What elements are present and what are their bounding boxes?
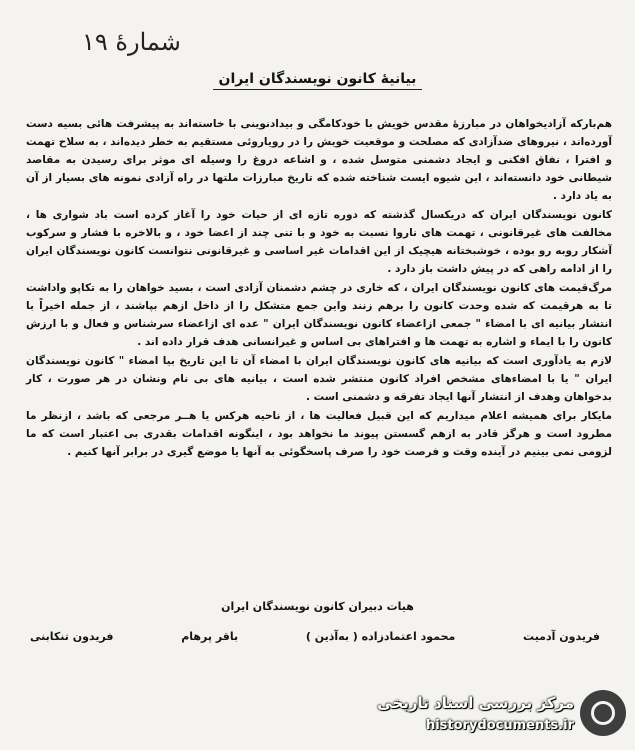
watermark-text-fa: مرکز بررسی اسناد تاریخی <box>377 694 574 712</box>
signers-block <box>30 630 600 657</box>
signatory-heading: هیات دبیران کانون نویسندگان ایران <box>221 600 414 613</box>
document-title <box>0 71 635 87</box>
watermark <box>350 686 630 746</box>
watermark-logo-icon <box>580 690 626 736</box>
watermark-text-en: historydocuments.ir <box>425 718 574 733</box>
paragraph-1: هم‌بارکه آزادیخواهان در مبارزهٔ مقدس خویش با خودکامگی و بیدادنوینی با خاسته‌اند به پیشرفت هائی بسیه دست آورده‌اند ، نیروهای ضدآزادی که مصلحت و موقعیت خویش را در رویاروئی مستقیم به خطر دیده‌اند ، به سلاح تهمت و افترا ، نفاق افکنی و ایجاد دشمنی متوسل شده ، و اشاعه دروغ را وسیله ای موثر برای رسیدن به مقاصد شیطانی خود دانسته‌اند ، این شیوه ایست شناخته شده که تاریخ مبارزات ملتها در راه آزادی نمونه های بسیار از آن به یاد دارد . <box>26 118 612 202</box>
paragraph-2: کانون نویسندگان ایران که دریکسال گذشته که دوره تازه ای از حیات خود را آغاز کرده است باد شواری ها ، مخالفت های غیرقانونی ، تهمت های ناروا نسبت به خود و با تنی چند از اعضا خود ، و بالاخره با فشار و سرکوب آشکار روبه رو بوده ، خوشبختانه هیچیک از این اقدامات غیر اساسی و غیرقانونی نتوانست کانون نویسندگان ایران را از ادامه راهی که در پیش داشت باز دارد . <box>26 209 612 275</box>
paragraph-4: لازم به یادآوری است که بیانیه های کانون نویسندگان ایران با امضاء آن تا این تاریخ بیا امضاء " کانون نویسندگان ایران " یا با امضاءهای مشخص افراد کانون منتشر شده است ، بیانیه های بی نام ونشان در هر صورت ، کار بدخواهان وهدف از انتشار آنها ایجاد تفرقه و دشمنی است . <box>26 355 612 403</box>
signers-row <box>30 630 600 643</box>
document-body <box>26 115 612 462</box>
paragraph-5: مایکار برای همیشه اعلام میداریم که این قبیل فعالیت ها ، از ناحیه هرکس یا هــر مرجعی که باشد ، ازنظر ما مطرود است و هرگز قادر به ازهم گسستن پیوند ما نخواهد بود ، اینگونه اقدامات بقدری بی اعتبار است که ما لزومی نمی بینیم در آینده وقت و فرصت خود را صرف پاسخگوئی به آنها یا موضع گیری در برابر آنها کنیم . <box>26 410 612 458</box>
signer-name: محمود اعتمادزاده ( به‌آذین ) <box>305 630 456 643</box>
signer-name: فریدون تنکابنی <box>30 630 114 643</box>
signer-name: باقر پرهام <box>181 630 239 643</box>
watermark-logo-ring <box>591 701 615 725</box>
paragraph-3: مرگ‌قیمت های کانون نویسندگان ایران ، که خاری در چشم دشمنان آزادی است ، بسید خواهان را به تکاپو واداشت تا به هرقیمت که شده وحدت کانون را برهم زنند واین جمع متشکل را از داخل ازهم بپاشند ، از جمله اخیراً با انتشار بیانیه ای با امضاء " جمعی ازاعضاء کانون نویسندگان ایران " عده ای ازاعضاء سرشناس و فعال و با ارزش کانون را با ایماء و اشاره به تهمت ها و افتراهای بی اساس و غیرانسانی هدف قرار داده اند . <box>26 282 612 348</box>
issue-number: شمارهٔ ۱۹ <box>82 28 181 56</box>
signer-name: فریدون آدمیت <box>523 630 600 643</box>
document-title-text: بیانیهٔ کانون نویسندگان ایران <box>213 71 423 90</box>
